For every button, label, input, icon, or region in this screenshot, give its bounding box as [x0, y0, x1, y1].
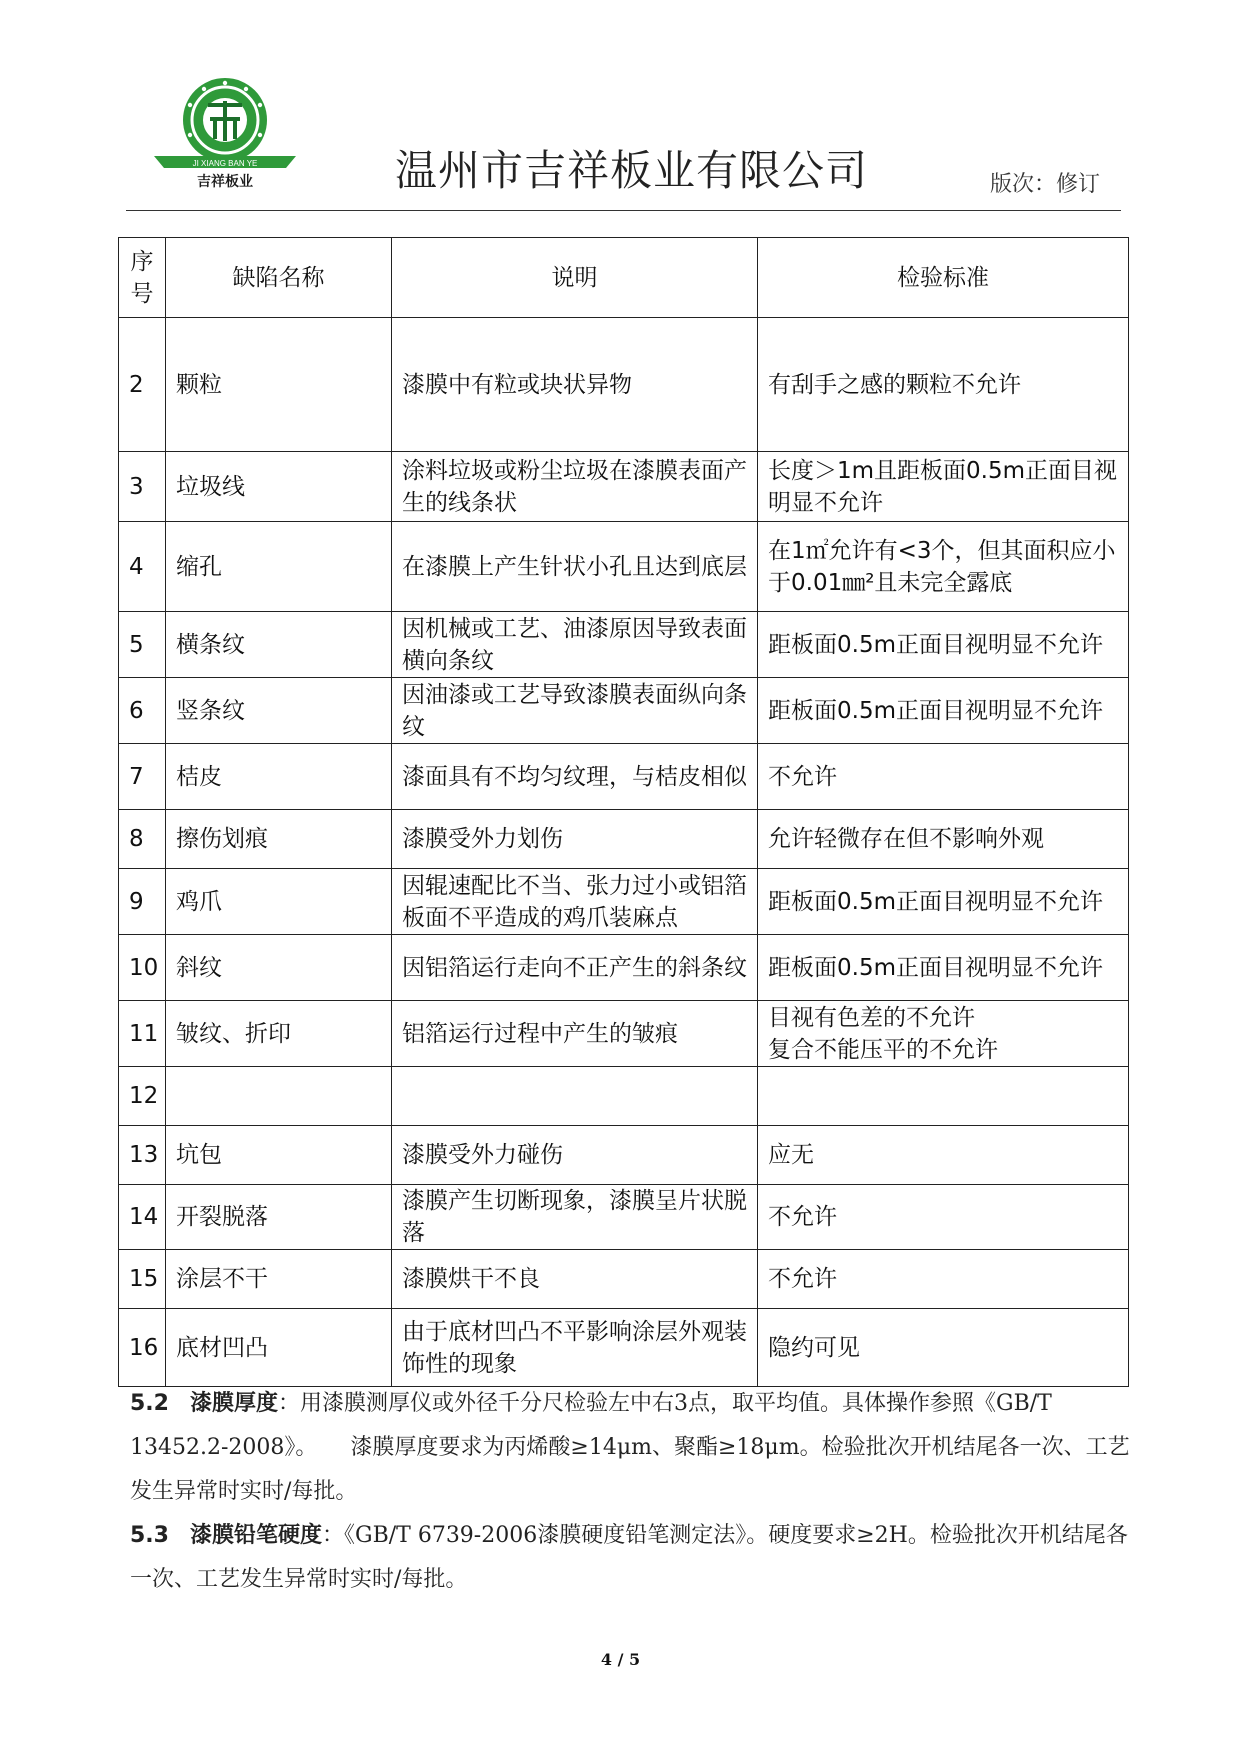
inspection-standard: 距板面0.5m正面目视明显不允许	[758, 869, 1129, 935]
defect-name: 桔皮	[166, 744, 392, 810]
row-no: 12	[119, 1067, 166, 1126]
table-row	[119, 612, 1129, 678]
section-number: 5.2	[130, 1391, 169, 1416]
inspection-standard	[758, 1067, 1129, 1126]
defect-desc: 漆膜中有粒或块状异物	[392, 318, 758, 452]
row-no: 13	[119, 1126, 166, 1185]
defect-name: 鸡爪	[166, 869, 392, 935]
inspection-standard: 有刮手之感的颗粒不允许	[758, 318, 1129, 452]
inspection-standard	[758, 1001, 1129, 1067]
row-no: 15	[119, 1250, 166, 1309]
row-no: 8	[119, 810, 166, 869]
defect-name	[166, 1067, 392, 1126]
row-no: 14	[119, 1185, 166, 1250]
defect-desc: 因机械或工艺、油漆原因导致表面横向条纹	[392, 612, 758, 678]
version-label: 版次：修订	[990, 172, 1101, 197]
defect-name: 竖条纹	[166, 678, 392, 744]
inspection-standard: 不允许	[758, 1250, 1129, 1309]
defect-name: 坑包	[166, 1126, 392, 1185]
row-no: 16	[119, 1309, 166, 1387]
row-no: 10	[119, 935, 166, 1001]
defect-name: 斜纹	[166, 935, 392, 1001]
defect-name: 颗粒	[166, 318, 392, 452]
defect-desc: 漆膜产生切断现象，漆膜呈片状脱落	[392, 1185, 758, 1250]
row-no: 9	[119, 869, 166, 935]
header-no-label: 序号	[130, 248, 154, 307]
table-row	[119, 1185, 1129, 1250]
logo-latin-text: JI XIANG BAN YE	[192, 159, 258, 168]
inspection-standard: 距板面0.5m正面目视明显不允许	[758, 612, 1129, 678]
header-divider	[126, 210, 1121, 211]
table-header-row	[119, 238, 1129, 318]
table-row	[119, 744, 1129, 810]
inspection-standard: 隐约可见	[758, 1309, 1129, 1387]
section-text: 《GB/T 6739-2006漆膜硬度铅笔测定法》。硬度要求≥2H。检验批次开机结尾各一次、工艺发生异常时实时/每批。	[130, 1523, 1128, 1592]
defect-desc: 铝箔运行过程中产生的皱痕	[392, 1001, 758, 1067]
header-cell-name: 缺陷名称	[166, 238, 392, 318]
inspection-standard: 应无	[758, 1126, 1129, 1185]
header-cell-standard: 检验标准	[758, 238, 1129, 318]
table-row	[119, 318, 1129, 452]
row-no: 5	[119, 612, 166, 678]
company-logo	[150, 72, 300, 190]
inspection-standard: 允许轻微存在但不影响外观	[758, 810, 1129, 869]
defect-desc: 漆膜受外力划伤	[392, 810, 758, 869]
header-cell-desc: 说明	[392, 238, 758, 318]
table-row	[119, 869, 1129, 935]
inspection-standard: 长度＞1m且距板面0.5m正面目视明显不允许	[758, 452, 1129, 522]
defect-desc: 由于底材凹凸不平影响涂层外观装饰性的现象	[392, 1309, 758, 1387]
defect-desc: 因铝箔运行走向不正产生的斜条纹	[392, 935, 758, 1001]
inspection-standard: 不允许	[758, 1185, 1129, 1250]
section-text: 用漆膜测厚仪或外径千分尺检验左中右3点，取平均值。具体操作参照《GB/T 13452.2-2008》。 漆膜厚度要求为丙烯酸≥14μm、聚酯≥18μm。检验批次开机结尾各一次、工艺发生异常时实时/每批。	[130, 1391, 1130, 1504]
row-no: 7	[119, 744, 166, 810]
defect-name: 擦伤划痕	[166, 810, 392, 869]
row-no: 2	[119, 318, 166, 452]
row-no: 11	[119, 1001, 166, 1067]
defect-name: 垃圾线	[166, 452, 392, 522]
defect-desc: 因油漆或工艺导致漆膜表面纵向条纹	[392, 678, 758, 744]
defect-name: 开裂脱落	[166, 1185, 392, 1250]
defect-desc: 涂料垃圾或粉尘垃圾在漆膜表面产生的线条状	[392, 452, 758, 522]
table-row	[119, 1001, 1129, 1067]
defect-desc: 漆膜受外力碰伤	[392, 1126, 758, 1185]
header-cell-no	[119, 238, 166, 318]
standard-line-2: 复合不能压平的不允许	[768, 1036, 998, 1063]
table-row	[119, 1250, 1129, 1309]
defect-name: 缩孔	[166, 522, 392, 612]
defect-table	[118, 237, 1129, 1387]
defect-name: 皱纹、折印	[166, 1001, 392, 1067]
table-row	[119, 1126, 1129, 1185]
inspection-standard: 距板面0.5m正面目视明显不允许	[758, 678, 1129, 744]
row-no: 3	[119, 452, 166, 522]
company-name: 温州市吉祥板业有限公司	[395, 146, 869, 195]
inspection-standard: 距板面0.5m正面目视明显不允许	[758, 935, 1129, 1001]
row-no: 4	[119, 522, 166, 612]
defect-desc: 漆面具有不均匀纹理，与桔皮相似	[392, 744, 758, 810]
defect-name: 底材凹凸	[166, 1309, 392, 1387]
table-row	[119, 678, 1129, 744]
table-row	[119, 1309, 1129, 1387]
section-separator: ：	[321, 1523, 344, 1548]
section-number: 5.3	[130, 1523, 169, 1548]
section-pencil-hardness	[130, 1514, 1130, 1602]
standard-line-1: 目视有色差的不允许	[768, 1004, 975, 1031]
defect-name: 横条纹	[166, 612, 392, 678]
defect-desc: 漆膜烘干不良	[392, 1250, 758, 1309]
inspection-standard: 在1㎡允许有<3个，但其面积应小于0.01㎜²且未完全露底	[758, 522, 1129, 612]
logo-chinese-text: 吉祥板业	[197, 174, 253, 190]
row-no: 6	[119, 678, 166, 744]
section-separator: ：	[277, 1391, 300, 1416]
defect-name: 涂层不干	[166, 1250, 392, 1309]
table-row	[119, 1067, 1129, 1126]
defect-desc: 因辊速配比不当、张力过小或铝箔板面不平造成的鸡爪装麻点	[392, 869, 758, 935]
section-title: 漆膜铅笔硬度	[189, 1523, 322, 1548]
defect-desc: 在漆膜上产生针状小孔且达到底层	[392, 522, 758, 612]
page-number: 4 / 5	[600, 1650, 641, 1669]
section-title: 漆膜厚度	[189, 1391, 278, 1416]
inspection-standard: 不允许	[758, 744, 1129, 810]
table-row	[119, 522, 1129, 612]
defect-desc	[392, 1067, 758, 1126]
table-row	[119, 935, 1129, 1001]
section-coating-thickness	[130, 1382, 1130, 1514]
table-row	[119, 452, 1129, 522]
table-row	[119, 810, 1129, 869]
